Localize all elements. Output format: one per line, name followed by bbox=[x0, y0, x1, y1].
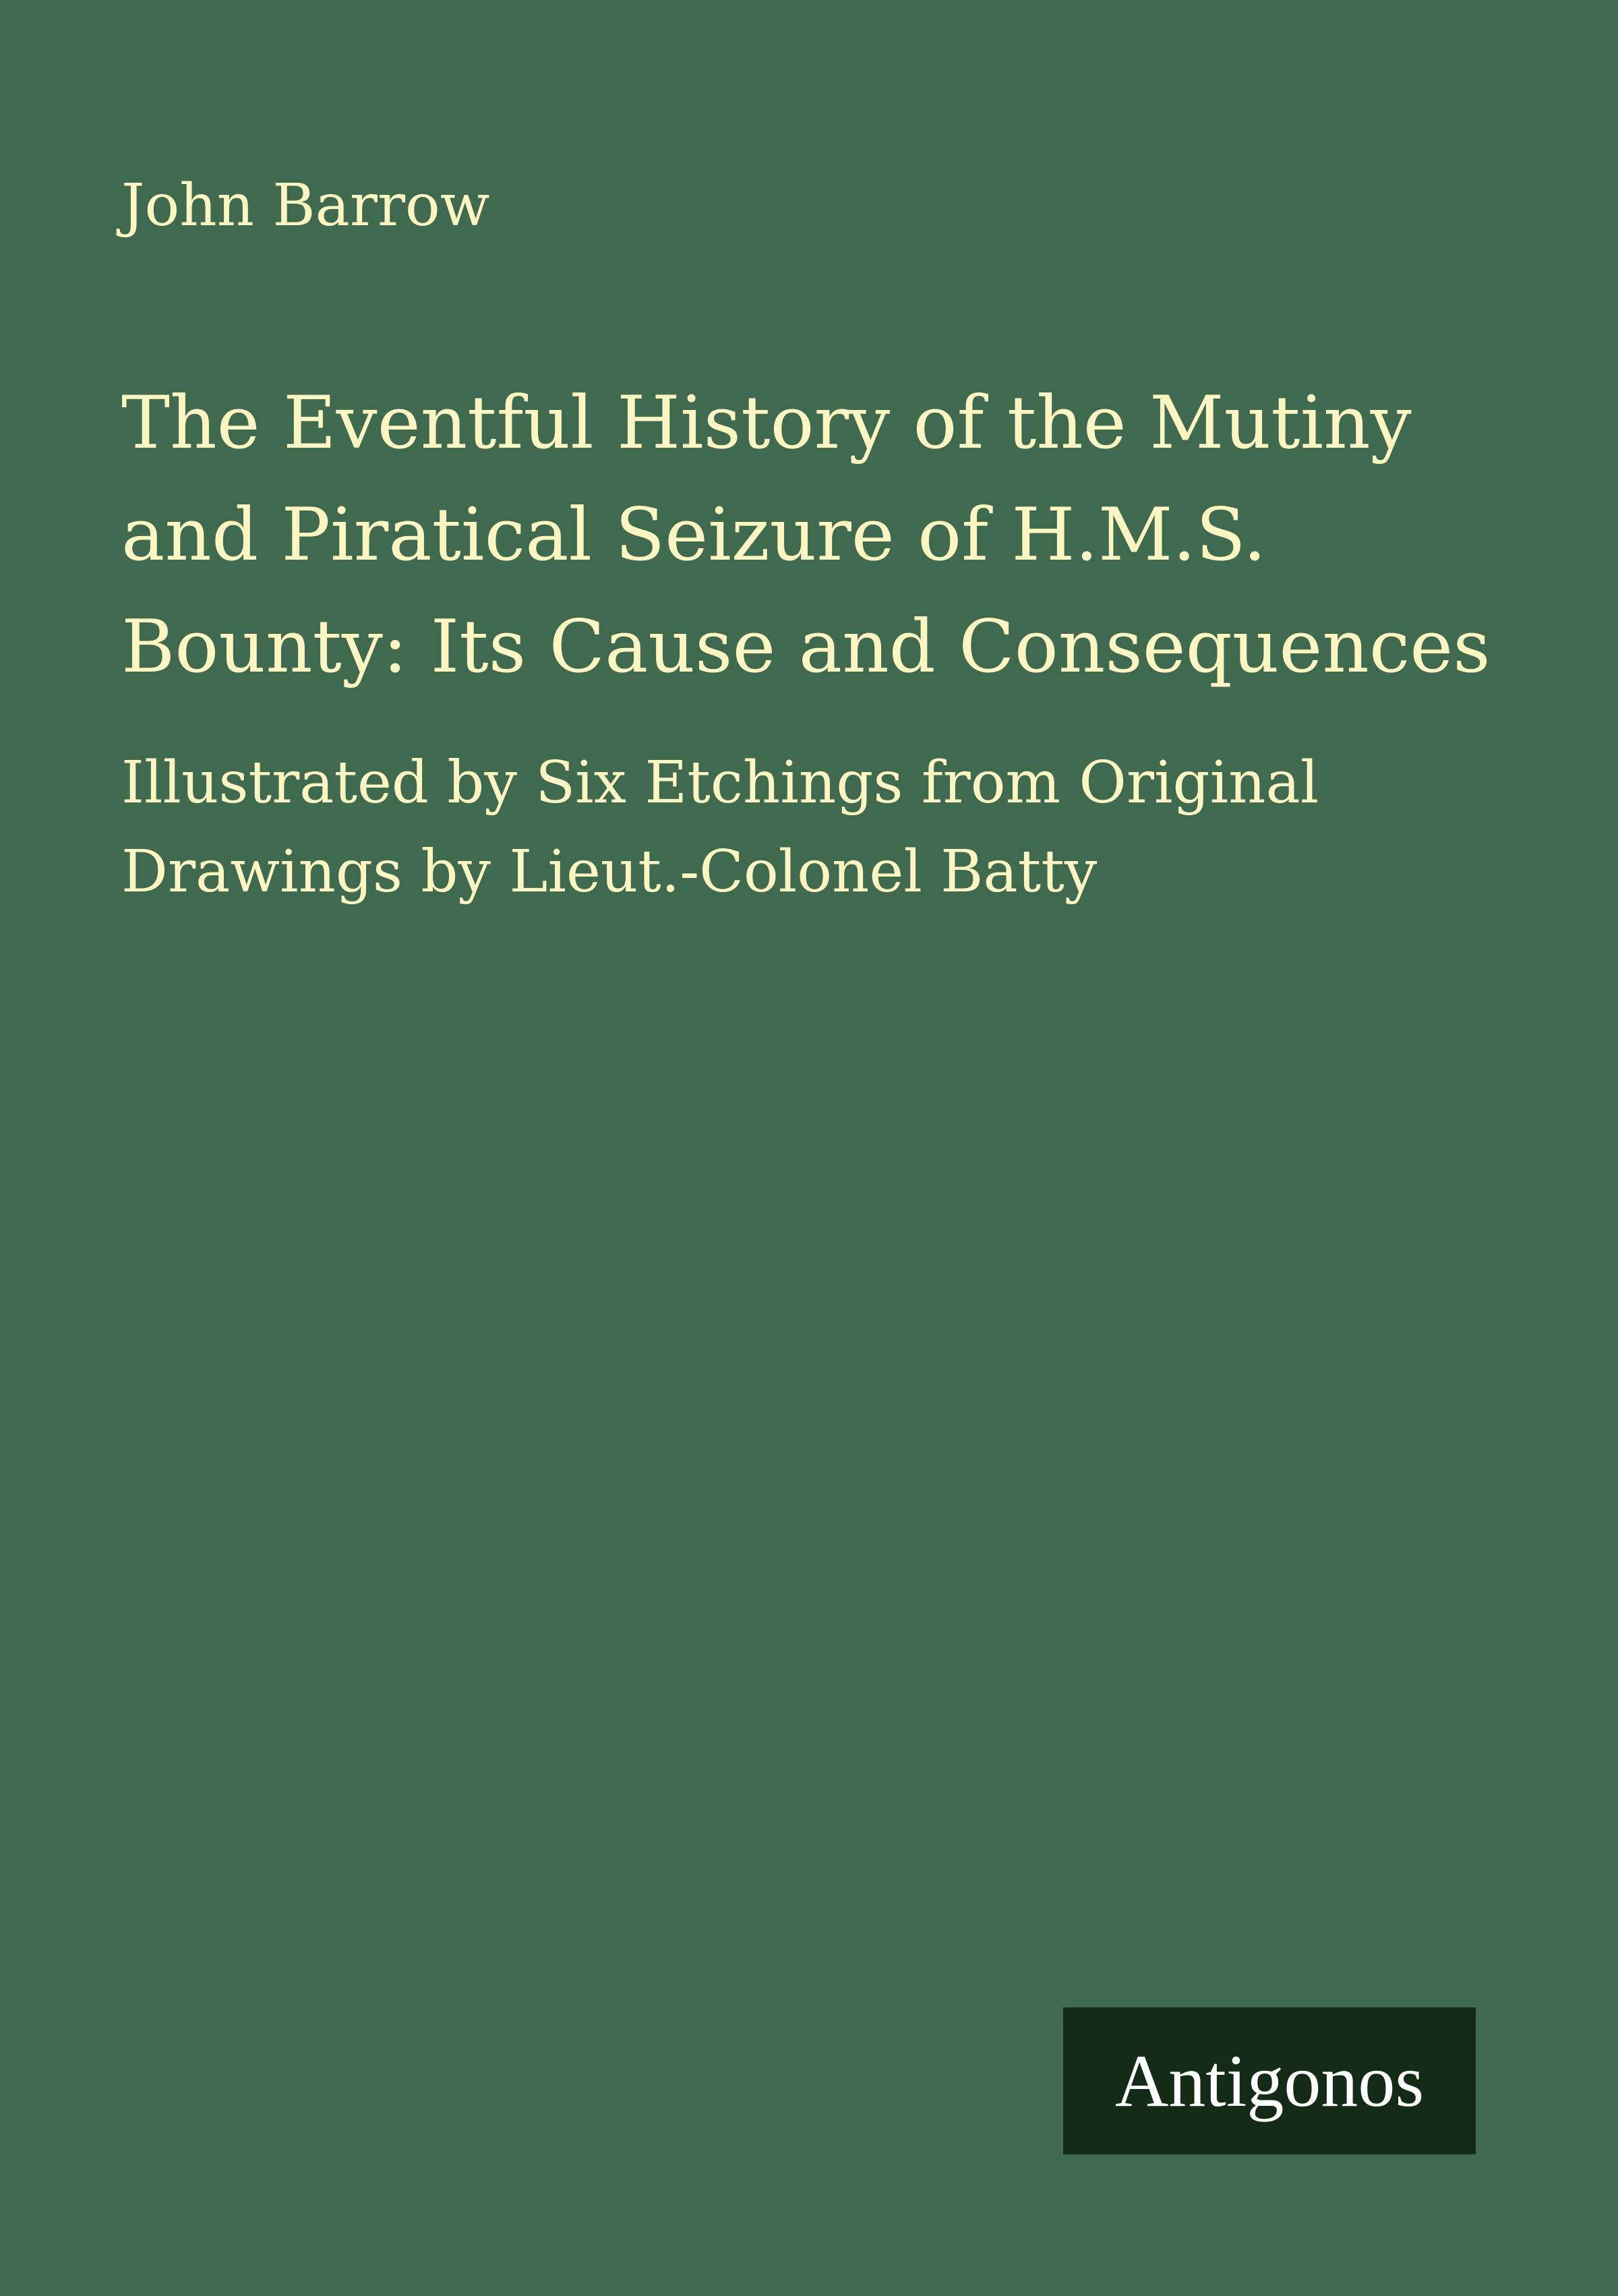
subtitle-line: Drawings by Lieut.-Colonel Batty bbox=[121, 838, 1098, 906]
book-subtitle bbox=[121, 738, 1537, 916]
author-name: John Barrow bbox=[121, 172, 490, 239]
title-line: Bounty: Its Cause and Consequences bbox=[121, 605, 1491, 689]
book-title bbox=[121, 367, 1537, 703]
title-line: and Piratical Seizure of H.M.S. bbox=[121, 493, 1267, 577]
subtitle-line: Illustrated by Six Etchings from Original bbox=[121, 749, 1319, 817]
publisher-name: Antigonos bbox=[1114, 2039, 1425, 2122]
publisher-logo bbox=[1063, 2007, 1476, 2154]
title-line: The Eventful History of the Mutiny bbox=[121, 381, 1412, 465]
